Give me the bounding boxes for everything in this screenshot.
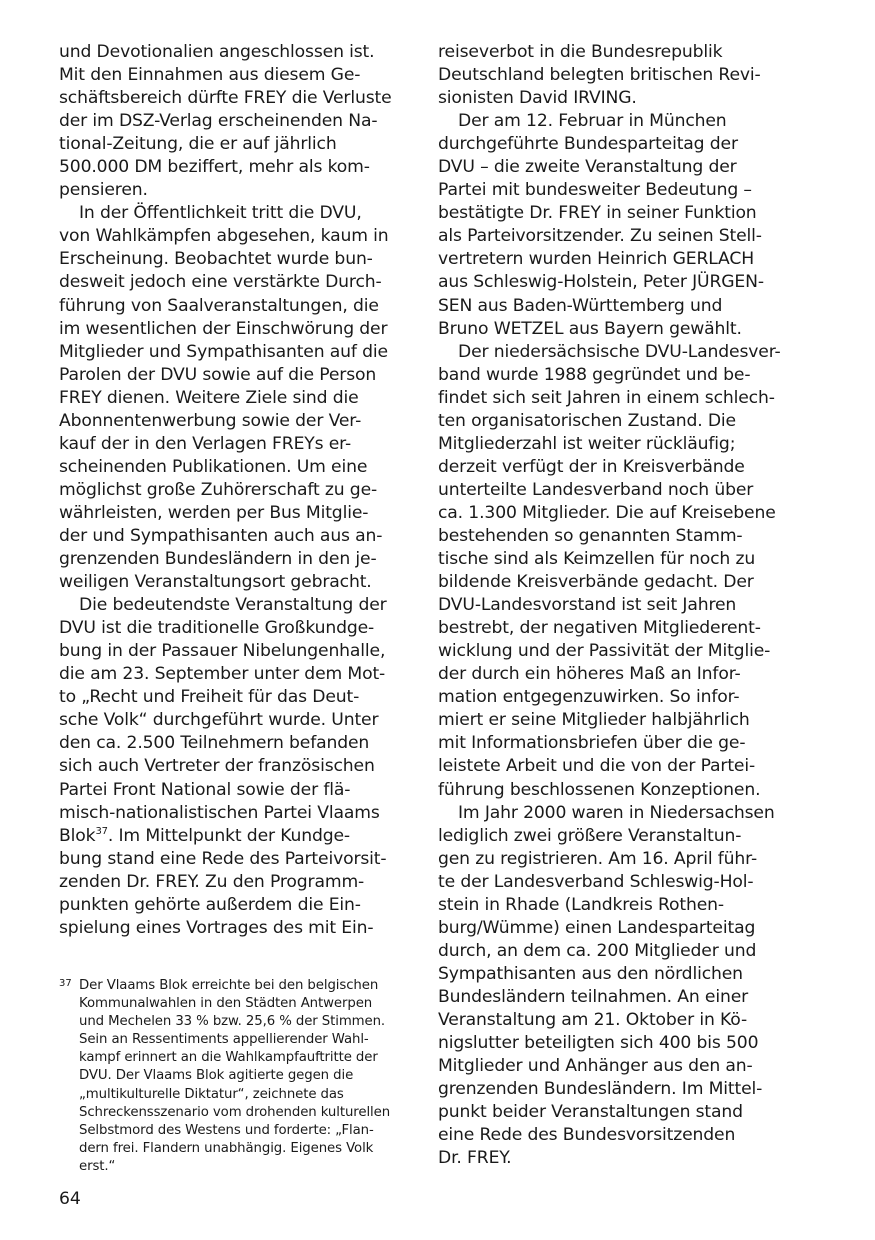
- text-line: nigslutter beteiligten sich 400 bis 500: [438, 1033, 759, 1054]
- text-line: ca. 1.300 Mitglieder. Die auf Kreisebene: [438, 502, 776, 523]
- text-line: DVU – die zweite Veranstaltung der: [438, 157, 737, 178]
- footnote-line: und Mechelen 33 % bzw. 25,6 % der Stimmen.: [79, 1014, 386, 1030]
- text-line: tional-Zeitung, die er auf jährlich: [59, 134, 337, 155]
- left-column: [59, 41, 409, 940]
- text-line: durchgeführte Bundesparteitag der: [438, 134, 738, 155]
- text-line: Mitglieder und Anhänger aus den an-: [438, 1056, 753, 1077]
- text-line: Die bedeutendste Veranstaltung der: [79, 595, 387, 616]
- text-line: DVU ist die traditionelle Großkundge-: [59, 618, 375, 639]
- footnote-number: 37: [59, 978, 72, 989]
- text-line: stein in Rhade (Landkreis Rothen-: [438, 894, 724, 915]
- text-line: weiligen Veranstaltungsort gebracht.: [59, 572, 372, 593]
- text-line: Im Jahr 2000 waren in Niedersachsen: [458, 802, 775, 823]
- text-line: schäftsbereich dürfte FREY die Verluste: [59, 88, 392, 109]
- text-line: findet sich seit Jahren in einem schlech-: [438, 387, 775, 408]
- text-line: lediglich zwei größere Veranstaltun-: [438, 825, 742, 846]
- text-line: zenden Dr. FREY. Zu den Programm-: [59, 871, 365, 892]
- text-line: der durch ein höheres Maß an Infor-: [438, 664, 741, 685]
- text-line: reiseverbot in die Bundesrepublik: [438, 42, 723, 62]
- text-line: sionisten David IRVING.: [438, 88, 637, 109]
- text-line: Abonnentenwerbung sowie der Ver-: [59, 410, 362, 431]
- text-line: punkten gehörte außerdem die Ein-: [59, 894, 361, 915]
- text-line: aus Schleswig-Holstein, Peter JÜRGEN-: [438, 272, 764, 293]
- text-line: pensieren.: [59, 180, 148, 201]
- text-line: Bruno WETZEL aus Bayern gewählt.: [438, 318, 742, 339]
- text-line: bung stand eine Rede des Parteivorsit-: [59, 848, 387, 869]
- text-line: Partei mit bundesweiter Bedeutung –: [438, 180, 752, 201]
- text-line: möglichst große Zuhörerschaft zu ge-: [59, 479, 378, 500]
- text-line: Sympathisanten aus den nördlichen: [438, 963, 743, 984]
- text-line: tische sind als Keimzellen für noch zu: [438, 549, 756, 570]
- text-line: scheinenden Publikationen. Um eine: [59, 456, 368, 477]
- text-line: eine Rede des Bundesvorsitzenden: [438, 1125, 736, 1146]
- text-line: wicklung und der Passivität der Mitglie-: [438, 641, 771, 662]
- text-line: ten organisatorischen Zustand. Die: [438, 410, 736, 431]
- text-line: führung von Saalveranstaltungen, die: [59, 295, 379, 316]
- text-line: währleisten, werden per Bus Mitglie-: [59, 502, 369, 523]
- text-line: Veranstaltung am 21. Oktober in Kö-: [438, 1009, 748, 1030]
- text-line: gen zu registrieren. Am 16. April führ-: [438, 848, 758, 869]
- text-line: Mit den Einnahmen aus diesem Ge-: [59, 65, 361, 86]
- text-line: bestätigte Dr. FREY in seiner Funktion: [438, 203, 757, 224]
- text-line: mation entgegenzuwirken. So infor-: [438, 687, 740, 708]
- footnote-line: erst.“: [79, 1158, 116, 1174]
- text-line: te der Landesverband Schleswig-Hol-: [438, 871, 754, 892]
- text-line: bestrebt, der negativen Mitgliederent-: [438, 618, 761, 639]
- text-line: sche Volk“ durchgeführt wurde. Unter: [59, 710, 379, 731]
- text-line: und Devotionalien angeschlossen ist.: [59, 42, 375, 62]
- text-line: burg/Wümme) einen Landesparteitag: [438, 917, 756, 938]
- text-line: desweit jedoch eine verstärkte Durch-: [59, 272, 382, 293]
- text-line: von Wahlkämpfen abgesehen, kaum in: [59, 226, 389, 247]
- text-line: Deutschland belegten britischen Revi-: [438, 65, 761, 86]
- text-line: Dr. FREY.: [438, 1148, 512, 1169]
- footnote-line: Sein an Ressentiments appellierender Wahl-: [79, 1032, 369, 1048]
- text-line: im wesentlichen der Einschwörung der: [59, 318, 388, 339]
- text-line: durch, an dem ca. 200 Mitglieder und: [438, 940, 757, 961]
- text-line: spielung eines Vortrages des mit Ein-: [59, 917, 374, 938]
- text-line: bestehenden so genannten Stamm-: [438, 525, 743, 546]
- text-line: band wurde 1988 gegründet und be-: [438, 364, 751, 385]
- footnote-text: [79, 977, 404, 1176]
- text-line: grenzenden Bundesländern in den je-: [59, 549, 377, 570]
- text-line: die am 23. September unter dem Mot-: [59, 664, 386, 685]
- text-line: grenzenden Bundesländern. Im Mittel-: [438, 1079, 763, 1100]
- text-line: FREY dienen. Weitere Ziele sind die: [59, 387, 359, 408]
- footnote: [59, 977, 404, 1176]
- footnote-line: Selbstmord des Westens und forderte: „Flan-: [79, 1122, 374, 1138]
- right-column: [438, 41, 788, 1170]
- text-line: Parolen der DVU sowie auf die Person: [59, 364, 377, 385]
- text-line: bildende Kreisverbände gedacht. Der: [438, 572, 754, 593]
- text-line: leistete Arbeit und die von der Partei-: [438, 756, 756, 777]
- footnote-reference: 37: [95, 825, 108, 837]
- text-line: Mitgliederzahl ist weiter rückläufig;: [438, 433, 736, 454]
- text-line: to „Recht und Freiheit für das Deut-: [59, 687, 360, 708]
- text-line: Der am 12. Februar in München: [458, 111, 727, 132]
- text-line: führung beschlossenen Konzeptionen.: [438, 779, 761, 800]
- text-line: miert er seine Mitglieder halbjährlich: [438, 710, 750, 731]
- text-line: als Parteivorsitzender. Zu seinen Stell-: [438, 226, 762, 247]
- text-line: der im DSZ-Verlag erscheinenden Na-: [59, 111, 378, 132]
- footnote-line: „multikulturelle Diktatur“, zeichnete das: [79, 1086, 344, 1102]
- footnote-line: DVU. Der Vlaams Blok agitierte gegen die: [79, 1068, 354, 1084]
- footnote-line: kampf erinnert an die Wahlkampfauftritte der: [79, 1050, 378, 1066]
- text-line: derzeit verfügt der in Kreisverbände: [438, 456, 745, 477]
- text-line: Blok$^{37}$. Im Mittelpunkt der Kundge-: [59, 825, 350, 846]
- page-number: 64: [59, 1189, 81, 1209]
- text-line: den ca. 2.500 Teilnehmern befanden: [59, 733, 370, 754]
- text-line: vertretern wurden Heinrich GERLACH: [438, 249, 754, 270]
- text-line: punkt beider Veranstaltungen stand: [438, 1102, 743, 1123]
- text-line: misch-nationalistischen Partei Vlaams: [59, 802, 380, 823]
- text-line: Mitglieder und Sympathisanten auf die: [59, 341, 388, 362]
- footnote-line: Kommunalwahlen in den Städten Antwerpen: [79, 996, 373, 1012]
- text-line: Der niedersächsische DVU-Landesver-: [458, 341, 781, 362]
- text-line: mit Informationsbriefen über die ge-: [438, 733, 746, 754]
- text-line: SEN aus Baden-Württemberg und: [438, 295, 723, 316]
- text-line: bung in der Passauer Nibelungenhalle,: [59, 641, 386, 662]
- text-line: Erscheinung. Beobachtet wurde bun-: [59, 249, 373, 270]
- footnote-line: dern frei. Flandern unabhängig. Eigenes Volk: [79, 1140, 374, 1156]
- footnote-line: Schreckensszenario vom drohenden kulturellen: [79, 1104, 391, 1120]
- text-line: In der Öffentlichkeit tritt die DVU,: [79, 203, 362, 224]
- text-line: unterteilte Landesverband noch über: [438, 479, 754, 500]
- footnote-line: Der Vlaams Blok erreichte bei den belgischen: [79, 978, 379, 993]
- text-line: der und Sympathisanten auch aus an-: [59, 525, 383, 546]
- text-line: DVU-Landesvorstand ist seit Jahren: [438, 595, 737, 616]
- text-line: sich auch Vertreter der französischen: [59, 756, 375, 777]
- text-line: Partei Front National sowie der flä-: [59, 779, 351, 800]
- text-line: 500.000 DM beziffert, mehr als kom-: [59, 157, 370, 178]
- text-line: kauf der in den Verlagen FREYs er-: [59, 433, 352, 454]
- text-line: Bundesländern teilnahmen. An einer: [438, 986, 749, 1007]
